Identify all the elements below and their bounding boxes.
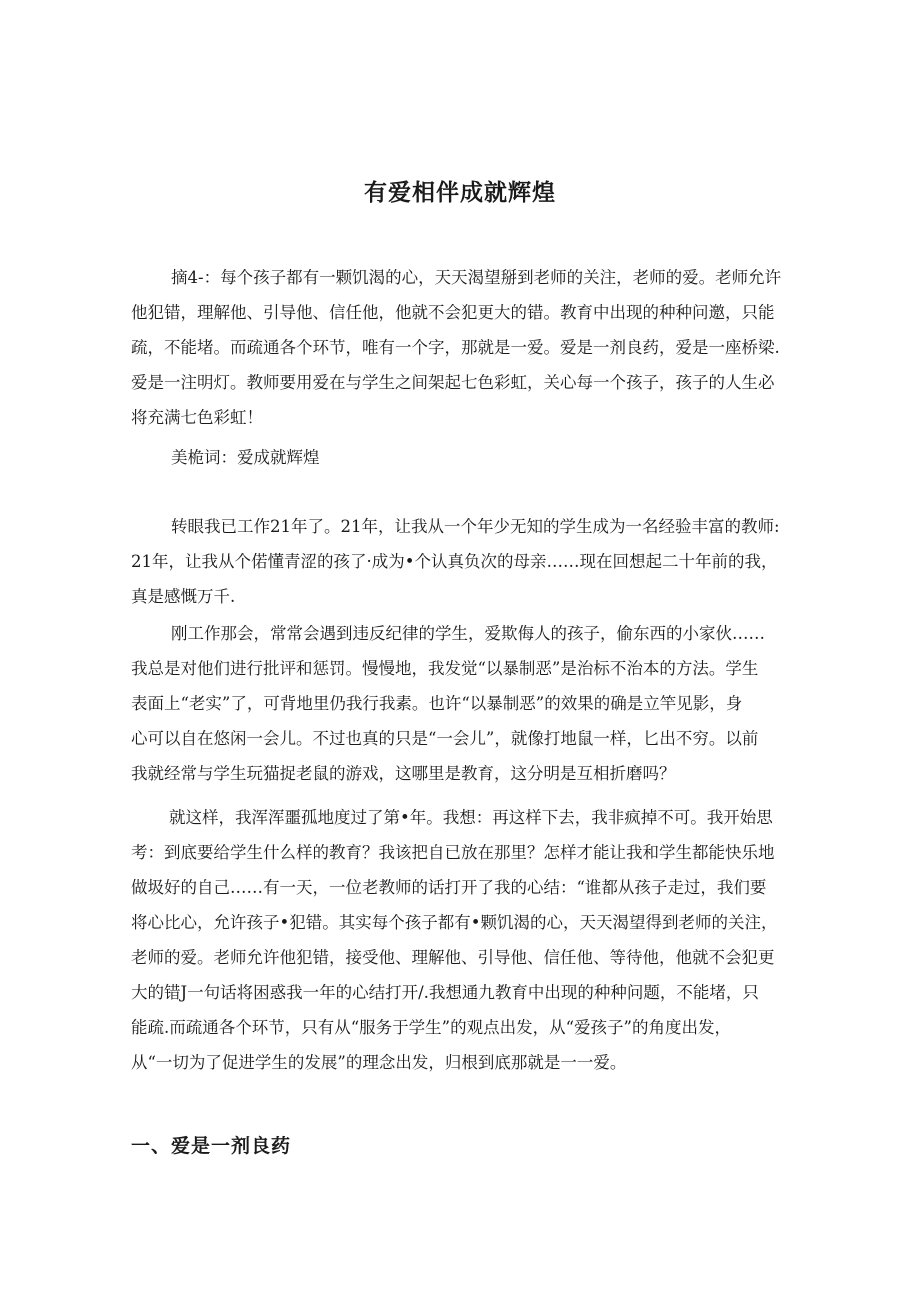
paragraph-line: 将心比心，允许孩子•犯错。其实每个孩子都有•颗饥渴的心，天天渴望得到老师的关注，: [131, 913, 778, 932]
abstract-line: 将充满七色彩虹！: [131, 408, 263, 427]
paragraph-line: 就这样，我浑浑噩孤地度过了第•年。我想：再这样下去，我非疯掉不可。我开始思: [169, 808, 773, 827]
paragraph-line: 老师的爱。老师允许他犯错，接受他、理解他、引导他、信任他、等待他，他就不会犯更: [131, 948, 775, 967]
abstract-line: 他犯错，理解他、引导他、信任他，他就不会犯更大的错。教育中出现的种种问邀，只能: [131, 303, 775, 322]
paragraph-line: 我就经常与学生玩猫捉老鼠的游戏，这哪里是教育，这分明是互相折磨吗？: [131, 764, 676, 783]
body-paragraph-2: [131, 616, 791, 791]
section-heading: 一、爱是一剂良药: [131, 1135, 292, 1157]
paragraph-line: 真是感慨万千.: [131, 587, 236, 606]
keywords: [131, 440, 791, 475]
body-paragraph-1: [131, 509, 791, 614]
abstract-line: 摘4-：每个孩子都有一颗饥渴的心，天天渴望掰到老师的关注，老师的爱。老师允许: [171, 268, 782, 287]
abstract-line: 爱是一注明灯。教师要用爱在与学生之间架起七色彩虹，关心每一个孩子，孩子的人生必: [131, 373, 775, 392]
paragraph-line: 考：到底要给学生什么样的教育？我该把自已放在那里？怎样才能让我和学生都能快乐地: [131, 843, 775, 862]
paragraph-line: 心可以自在悠闲一会儿。不过也真的只是“一会儿”，就像打地鼠一样，匕出不穷。以前: [131, 729, 759, 748]
body-paragraph-3: [131, 800, 791, 1080]
paragraph-line: 做圾好的自己……有一天，一位老教师的话打开了我的心结：“谁都从孩子走过，我们要: [131, 878, 767, 897]
paragraph-line: 21年，让我从个偌懂青涩的孩了·成为•个认真负次的母亲……现在回想起二十年前的我，: [131, 552, 778, 571]
paragraph-line: 刚工作那会，常常会遇到违反纪律的学生，爱欺侮人的孩子，偷东西的小家伙……: [171, 624, 765, 643]
paragraph-line: 转眼我已工作21年了。21年，让我从一个年少无知的学生成为一名经验丰富的教师:: [171, 517, 780, 536]
document-title: 有爱相伴成就辉煌: [364, 180, 556, 206]
paragraph-line: 我总是对他们进行批评和惩罚。慢慢地，我发觉“以暴制恶”是治标不治本的方法。学生: [131, 659, 759, 678]
abstract-line: 疏，不能堵。而疏通各个环节，唯有一个字，那就是一爱。爱是一剂良药，爱是一座桥梁.: [131, 338, 780, 357]
paragraph-line: 从“一切为了促进学生的发展”的理念出发，归根到底那就是一一爱。: [131, 1053, 627, 1072]
keywords-line: 美桅词：爱成就辉煌: [171, 448, 320, 467]
paragraph-line: 表面上“老实”了，可背地里仍我行我素。也许“以暴制恶”的效果的确是立竿见影，身: [131, 694, 743, 713]
paragraph-line: 大的错J一句话将困惑我一年的心结打开/.我想通九教育中出现的种种问题，不能堵，只: [131, 983, 759, 1002]
abstract: [131, 260, 791, 435]
paragraph-line: 能疏.而疏通各个环节，只有从“服务于学生”的观点出发，从“爱孩子”的角度出发，: [131, 1018, 731, 1037]
